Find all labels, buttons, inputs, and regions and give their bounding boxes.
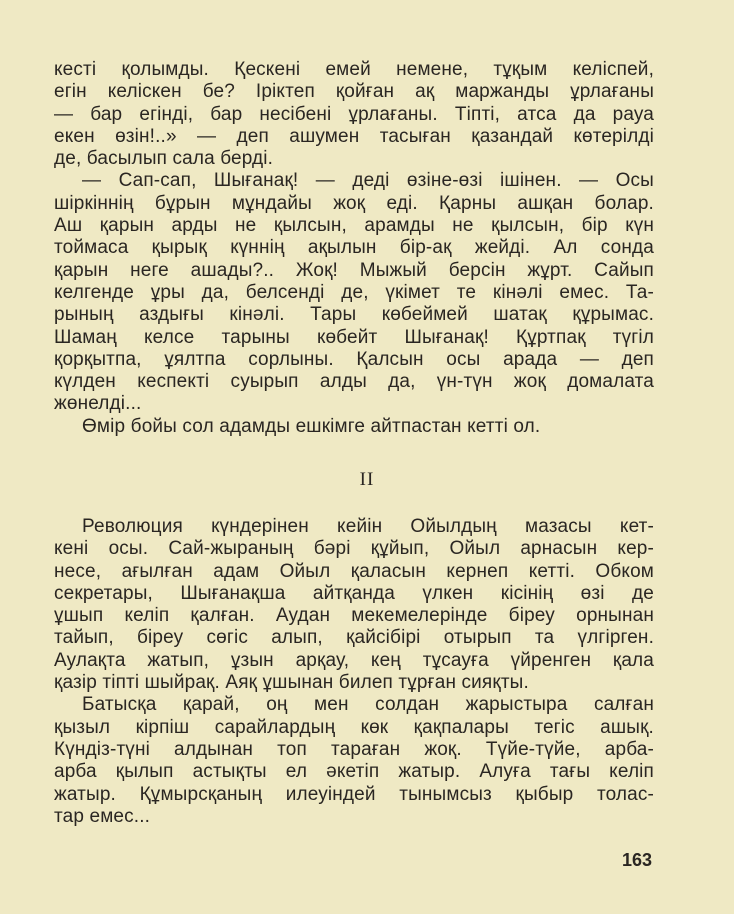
paragraph (54, 516, 654, 694)
text-line: жатыр. Құмырсқаның илеуіндей тынымсыз қыбыр толас- (54, 783, 654, 805)
text-line: тоймаса қырық күннің ақылын бір-ақ жейді. Ал сонда (54, 237, 654, 259)
text-line: қазір тіпті шыйрақ. Аяқ ұшынан билеп тұрған сияқты. (54, 672, 529, 694)
text-line: арба қылып астықты ел әкетіп жатыр. Алуға тағы келіп (54, 761, 654, 783)
text-line: кесті қолымды. Қескені емей немене, тұқым келіспей, (54, 59, 654, 80)
text-line: Өмір бойы сол адамды ешкімге айтпастан кетті ол. (82, 415, 541, 437)
paragraph (54, 59, 654, 170)
text-line: несе, ағылған адам Ойыл қаласын кернеп кетті. Обком (54, 560, 654, 582)
text-line: Күндіз-түні алдынан топ тараған жоқ. Түйе-түйе, арба- (54, 738, 654, 760)
text-line: — бар егінді, бар несібені ұрлағаны. Тіпті, атса да рауа (54, 103, 654, 125)
paragraph (54, 416, 654, 438)
text-line: қорқытпа, ұялтпа сорлыны. Қалсын осы арада — деп (54, 348, 654, 370)
text-line: Аш қарын арды не қылсын, арамды не қылсын, бір күн (54, 215, 654, 237)
text-line: Аулақта жатып, ұзын арқау, кең тұсауға үйренген қала (54, 649, 654, 671)
text-line: жөнелді... (54, 393, 142, 415)
text-line: Шамаң келсе тарыны көбейт Шығанақ! Құртпақ түгіл (54, 326, 654, 348)
text-line: екен өзін!..» — деп ашумен тасыған қазандай көтерілді (54, 125, 654, 147)
text-line: шіркіннің бұрын мұндайы жоқ еді. Қарны ашқан болар. (54, 192, 654, 214)
text-line: де, басылып сала берді. (54, 148, 274, 170)
text-line: секретары, Шығанақша айтқанда үлкен кісінің өзі де (54, 582, 654, 604)
paragraph (54, 170, 654, 415)
section-heading: II (359, 469, 375, 490)
text-line: ұшып келіп қалған. Аудан мекемелерінде біреу орнынан (54, 605, 654, 627)
text-line: кені осы. Сай-жыраның бәрі құйып, Ойыл арнасын кер- (54, 538, 654, 560)
text-block-bottom (54, 516, 654, 828)
page-number: 163 (622, 850, 653, 870)
text-line: Революция күндерінен кейін Ойылдың мазасы кет- (82, 516, 654, 537)
paragraph (54, 694, 654, 828)
text-line: келгенде ұры да, белсенді де, үкімет те кінәлі емес. Та- (54, 281, 654, 303)
text-line: Батысқа қарай, оң мен солдан жарыстыра салған (82, 694, 654, 716)
text-line: тар емес... (54, 805, 151, 827)
text-line: егін келіскен бе? Іріктеп қойған ақ маржанды ұрлағаны (54, 81, 654, 103)
text-line: күлден кеспекті суырып алды да, үн-түн жоқ домалата (54, 371, 654, 393)
text-line: қарын неге ашады?.. Жоқ! Мыжый берсін жұрт. Сайып (54, 259, 654, 281)
text-line: тайып, біреу сөгіс алып, қайсібірі отырып та үлгірген. (54, 627, 654, 649)
text-line: — Сап-сап, Шығанақ! — деді өзіне-өзі ішінен. — Осы (82, 170, 654, 192)
text-block-top (54, 59, 654, 438)
text-line: қызыл кірпіш сарайлардың көк қақпалары тегіс ашық. (54, 716, 654, 738)
text-line: рының аздығы кінәлі. Тары көбеймей шатақ құрымас. (54, 304, 654, 326)
